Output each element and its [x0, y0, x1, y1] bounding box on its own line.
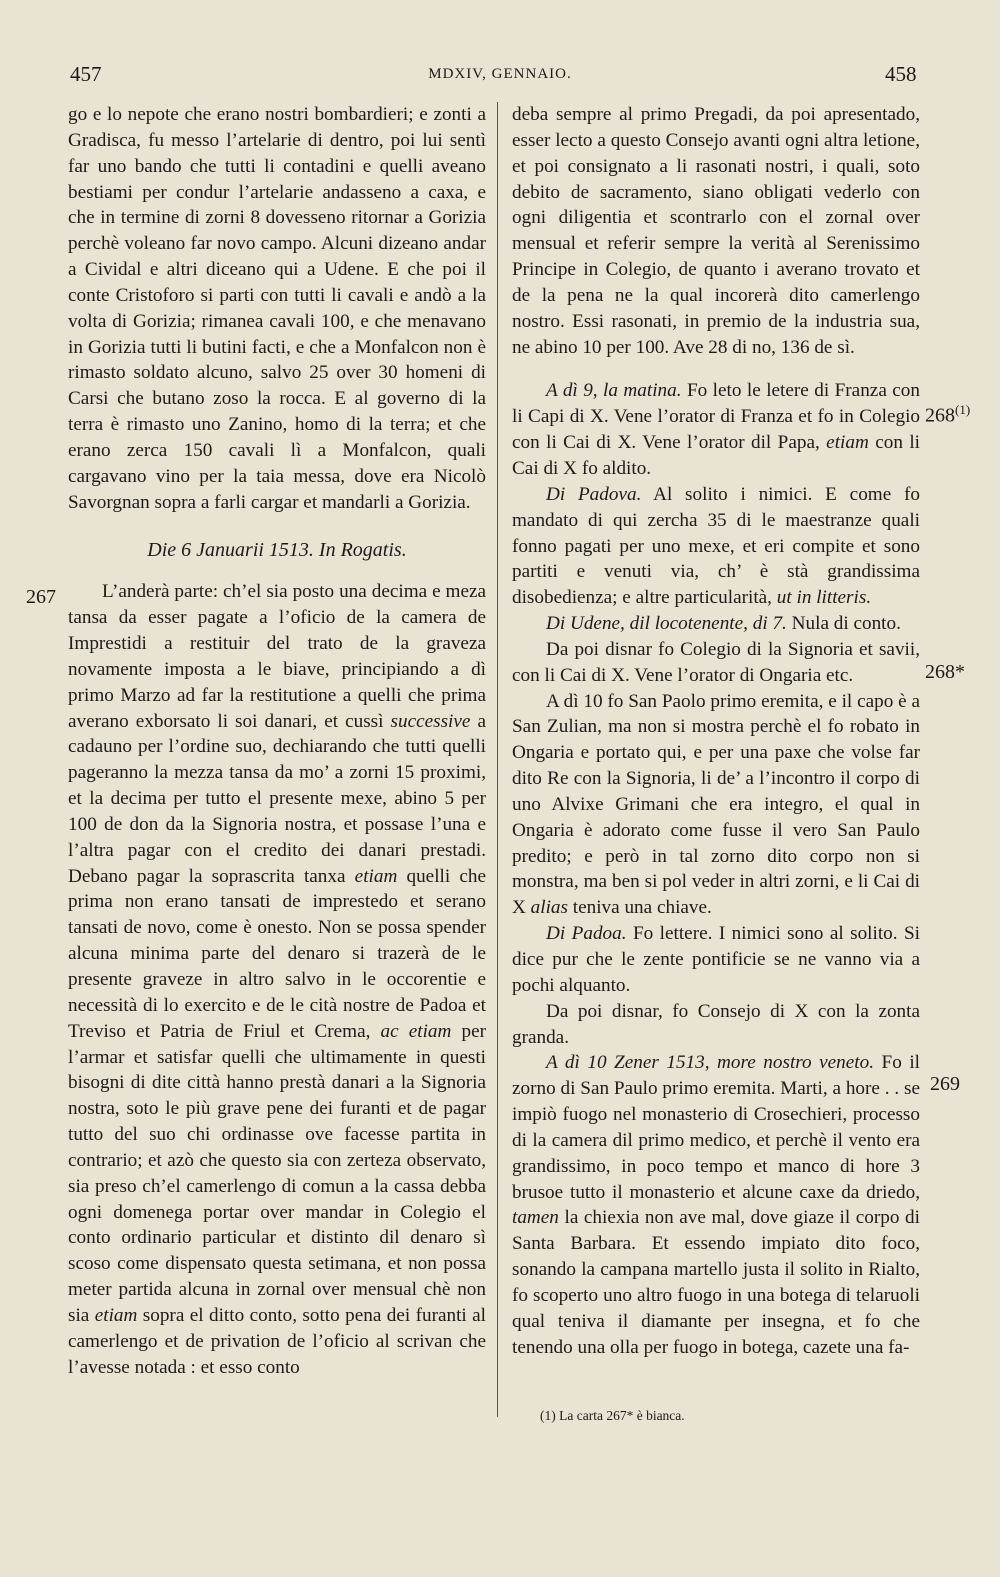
page-number-left: 457: [70, 62, 102, 86]
margin-note-269: 269: [930, 1073, 960, 1095]
paragraph-san-paolo: A dì 10 fo San Paolo primo eremita, e il capo è a San Zulian, ma non si mostra perchè el fo robato in Ongaria e portato qui, e per una paxe che volse far dito Re con la Signoria, li de’ a l’incontro il corpo di uno Alvixe Grimani che era integro, el qual in Ongaria è adorato come fusse il vero San Paulo predito; e però in tal zorno dito corpo non si monstra, ma ben si pol veder in altri zorni, e li Cai di X alias teniva una chiave.: [512, 690, 920, 919]
paragraph-jan-9: A dì 9, la matina. Fo leto le letere di Franza con li Capi di X. Vene l’orator di Franza et fo in Colegio con li Cai di X. Vene l’orator dil Papa, etiam con li Cai di X fo aldito.: [512, 380, 920, 479]
page-header: [0, 62, 1000, 92]
paragraph-decree: L’anderà parte: ch’el sia posto una decima e meza tansa da esser pagate a l’oficio de la camera de Imprestidi a restituir del trato de la graveza novamente imposta a le biave, principiando a dì primo Marzo ad far la restitutione a quelli che prima averano exborsato li soi danari, et cussì successive a cadauno per l’ordine suo, dechiarando che tutti quelli pageranno la mezza tansa da mo’ a zorni 15 proximi, et la decima per tutto el presente mexe, abino 5 per 100 de don da la Signoria nostra, et possase l’una e l’altra pagar con el credito dei danari prestadi. Debano pagar la soprascrita tanxa etiam quelli che prima non erano tansati de imprestedo et serano tansati de novo, come è onesto. Non se possa spender alcuna minima parte del denaro si trazerà de le presente graveze in altro salvo in le occorentie e necessità di lo exercito e de le cità nostre de Padoa et Treviso et Patria de Friul et Crema, ac etiam per l’armar et satisfar quelli che ultimamente in questi bisogni di dite città hanno prestà danari a la Signoria nostra, soto le più grave pene dei furanti et de pagar tutto del suo chi ordinasse ove facesse partita in contrario; et azò che questo sia con zerteza observato, sia preso ch’el camerlengo di comun a la cassa debba ogni domenega portar over mandar in Colegio el conto ordinario particular et distinto dil denaro sì scoso come dispensato questa setimana, et non possa meter partida alcuna in zornal over mensual chè non sia etiam sopra el ditto conto, sotto pena dei furanti al camerlengo et de privation de l’oficio al scrivan che l’avesse notada : et esso conto: [68, 581, 486, 1378]
paragraph-continuation: go e lo nepote che erano nostri bombardieri; e zonti a Gradisca, fu messo l’artelarie di dentro, poi lui sentì far uno bando che tutti li contadini e quelli aveano bestiami per condur l’artelarie andasseno a caxa, e che in termine di zorni 8 dovesseno ritornar a Gorizia perchè voleano far novo campo. Alcuni dizeano andar a Cividal e altri diceano qui a Udene. E che poi il conte Cristoforo si parti con tutti li cavali e andò a la volta di Gorizia; rimanea cavali 100, e che menavano in Gorizia tutti li butini facti, e che a Monfalcon non è rimasto soldato alcuno, salvo 25 over 30 homeni di Carsi che butano zoso la rocca. E al governo di la terra è rimasto uno Zanino, homo di la terra; et che erano zerca 150 cavali lì a Monfalcon, quali cargavano vino per la taia messa, dove era Nicolò Savorgnan sopra a farli cargar et mandarli a Gorizia.: [68, 104, 486, 513]
margin-note-267: 267: [26, 586, 56, 608]
right-column: [512, 102, 920, 1361]
session-heading: Die 6 Januarii 1513. In Rogatis.: [147, 538, 407, 561]
paragraph-udene: Di Udene, dil locotenente, di 7. Nula di conto.: [546, 613, 901, 635]
paragraph-jan-10: A dì 10 Zener 1513, more nostro veneto. Fo il zorno di San Paulo primo eremita. Marti, a hore . . se impiò fuogo nel monasterio di Crosechieri, processo di la camera dil primo medico, et perchè il vento era grandissimo, in poco tempo et manco di hore 3 brusoe tutto il monasterio et alcune caxe da driedo, tamen la chiexia non ave mal, dove giaze il corpo di Santa Barbara. Et essendo impiato dito foco, sonando la campana martello justa il solito in Rialto, fo scoperto uno altro fuogo in una botega di telaruoli qual teniva il diamante per insegna, et fo che tenendo una olla per fuogo in botega, cazete una fa-: [512, 1052, 920, 1358]
column-divider: [497, 102, 498, 1417]
page-number-right: 458: [885, 62, 917, 86]
paragraph-padova: Di Padova. Al solito i nimici. E come fo mandato di qui zercha 35 di le maestranze quali fonno pagati per uno mexe, et eri compite et sono partiti e venuti via, ch’ è stà grandissima disobedienza; e altre particularità, ut in litteris.: [512, 483, 920, 609]
footnote: (1) La carta 267* è bianca.: [540, 1408, 685, 1423]
margin-note-268: 268$^{(1)}$: [925, 402, 971, 427]
running-title: MDXIV, GENNAIO.: [428, 66, 572, 82]
paragraph-continuation-right: deba sempre al primo Pregadi, da poi apresentado, esser lecto a questo Consejo avanti ogni altra letione, et poi consignato a li rasonati nostri, i quali, soto debito de sacramento, siano obligati vederlo con ogni diligentia et scontrarlo con el zornal over mensual et referir sempre la verità al Serenissimo Principe in Colegio, de quanto i averano trovato et de la pena ne la qual incorerà dito camerlengo nostro. Essi rasonati, in premio de la industria sua, ne abino 10 per 100. Ave 28 di no, 136 de sì.: [512, 104, 920, 358]
left-column: [68, 102, 486, 1381]
paragraph-padoa: Di Padoa. Fo lettere. I nimici sono al solito. Si dice pur che le zente pontificie se ne vanno via a pochi alquanto.: [512, 923, 920, 996]
paragraph-consejo: Da poi disnar, fo Consejo di X con la zonta granda.: [512, 1000, 920, 1048]
paragraph-colegio: Da poi disnar fo Colegio di la Signoria et savii, con li Cai di X. Vene l’orator di Ongaria etc.: [512, 638, 920, 686]
margin-note-268-star: 268*: [925, 661, 965, 683]
